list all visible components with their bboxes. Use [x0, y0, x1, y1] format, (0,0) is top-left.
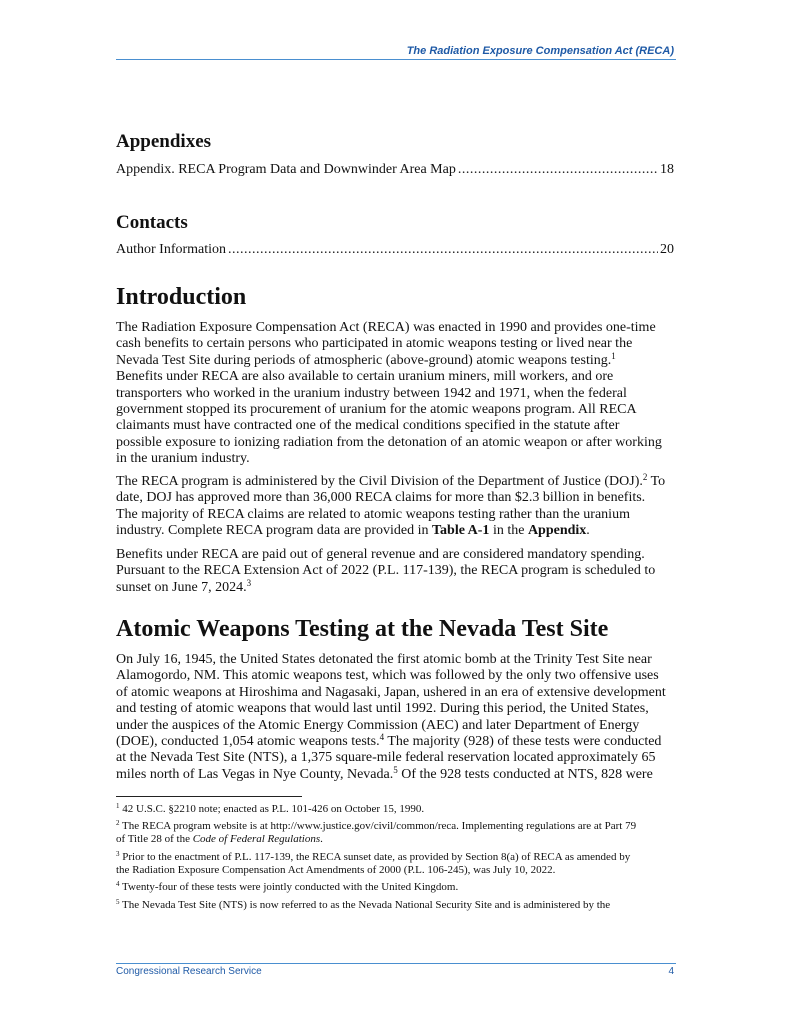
footnote-5: $^5$ The Nevada Test Site (NTS) is now referred to as the Nevada National Security Site and is administered by the — [116, 898, 611, 911]
footnote-ref-1[interactable]: 1 — [611, 350, 616, 361]
header-rule — [116, 59, 676, 60]
toc-appendix-page: 18 — [660, 162, 674, 177]
reca-website-link[interactable]: The RECA program website is at http://www.justice.gov/civil/common/reca. Implementing regulations are at Part 79 — [119, 820, 637, 832]
intro-paragraph-1: The Radiation Exposure Compensation Act (RECA) was enacted in 1990 and provides one-time cash benefits to certain persons who participated in atomic weapons testing or lived near the Nevada Test Site during periods of atmospheric (above-ground) atomic weapons testing.$^1$ Benefits under RECA are also available to certain uranium miners, mill workers, and ore transporters who worked in the uranium industry between 1942 and 1971, when the federal government stopped its procurement of uranium for the atomic weapons program. All RECA claimants must have contracted one of the medical conditions specified in the statute after possible exposure to ionizing radiation from the detonation of an atomic weapon or after working in the uranium industry. — [116, 320, 662, 467]
intro-paragraph-3: Benefits under RECA are paid out of general revenue and are considered mandatory spending. Pursuant to the RECA Extension Act of 2022 (P.L. 117-139), the RECA program is scheduled to sunset on June 7, 2024.$^3$ — [116, 547, 656, 595]
atomic-testing-heading: Atomic Weapons Testing at the Nevada Test Site — [116, 616, 609, 642]
toc-leader-dots — [228, 242, 658, 258]
footnote-2: $^2$ The RECA program website is at http://www.justice.gov/civil/common/reca. Implementing regulations are at Part 79 of Title 28 of the Code of Federal Regulations. — [116, 819, 637, 845]
footnote-ref-3[interactable]: 3 — [246, 577, 252, 588]
contacts-heading: Contacts — [116, 212, 188, 233]
toc-appendix-label: Appendix. RECA Program Data and Downwinder Area Map — [116, 162, 456, 177]
running-header-title: The Radiation Exposure Compensation Act (RECA) — [406, 45, 674, 57]
footer-publisher: Congressional Research Service — [116, 966, 262, 977]
toc-contacts-page: 20 — [660, 242, 674, 257]
appendixes-heading: Appendixes — [116, 131, 212, 152]
footnote-separator — [116, 796, 302, 797]
atomic-testing-paragraph: On July 16, 1945, the United States detonated the first atomic bomb at the Trinity Test Site near Alamogordo, NM. This atomic weapons test, which was followed by the only two offensive uses of atomic weapons at Hiroshima and Nagasaki, Japan, ushered in an era of extensive development and testing of atomic weapons that would last until 1992. During this period, the United States, under the auspices of the Atomic Energy Commission (AEC) and later Department of Energy (DOE), conducted 1,054 atomic weapons tests.$^4$ The majority (928) of these tests were conducted at the Nevada Test Site (NTS), a 1,375 square-mile federal reservation located approximately 65 miles north of Las Vegas in Nye County, Nevada.$^5$ Of the 928 tests conducted at NTS, 828 were — [116, 652, 666, 782]
toc-appendix-entry[interactable] — [116, 162, 674, 178]
appendix-link[interactable]: Appendix — [527, 523, 587, 539]
intro-paragraph-2: The RECA program is administered by the Civil Division of the Department of Justice (DOJ).$^2$ To date, DOJ has approved more than 36,000 RECA claims for more than $2.3 billion in benefits. The majority of RECA claims are related to atomic weapons testing rather than the uranium industry. Complete RECA program data are provided in Table A-1 in the Appendix. — [116, 472, 666, 539]
footnote-ref-4[interactable]: 4 — [379, 732, 385, 743]
footnote-ref-2[interactable]: 2 — [642, 472, 648, 482]
table-a1-link[interactable]: Table A-1 — [431, 523, 490, 539]
footer-rule — [116, 963, 676, 964]
introduction-heading: Introduction — [116, 284, 247, 310]
footnote-4: $^4$ Twenty-four of these tests were jointly conducted with the United Kingdom. — [116, 880, 459, 893]
footnote-3: $^3$ Prior to the enactment of P.L. 117-139, the RECA sunset date, as provided by Section 8(a) of RECA as amended by the Radiation Exposure Compensation Act Amendments of 2000 (P.L. 106-245), was July 10, 2022. — [116, 850, 631, 876]
toc-contacts-entry[interactable] — [116, 242, 674, 258]
footnote-ref-5[interactable]: 5 — [393, 764, 398, 775]
page-number: 4 — [668, 966, 674, 977]
toc-contacts-label: Author Information — [116, 242, 227, 257]
toc-leader-dots — [458, 162, 658, 178]
footnote-1: $^1$ 42 U.S.C. §2210 note; enacted as P.L. 101-426 on October 15, 1990. — [116, 802, 425, 815]
